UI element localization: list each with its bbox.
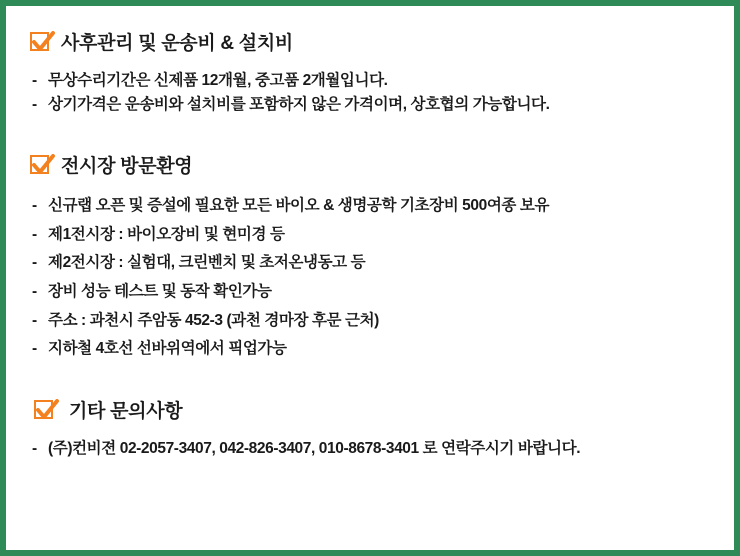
bullet-dash: - — [32, 96, 37, 114]
list-item-text: 지하철 4호선 선바위역에서 픽업가능 — [48, 340, 287, 358]
orange-checkbox-icon — [30, 32, 49, 51]
bullet-list — [24, 192, 716, 364]
list-item — [24, 307, 716, 336]
list-item — [24, 335, 716, 364]
section-title: 기타 문의사항 — [69, 401, 183, 423]
list-item-text: 상기가격은 운송비와 설치비를 포함하지 않은 가격이며, 상호협의 가능합니다. — [48, 96, 550, 114]
list-item-text: 신규랩 오픈 및 증설에 필요한 모든 바이오 & 생명공학 기초장비 500여종 보유 — [48, 197, 550, 215]
bullet-dash: - — [32, 225, 37, 243]
section-showroom — [24, 151, 716, 364]
bullet-dash: - — [32, 311, 37, 329]
section-heading — [30, 151, 716, 178]
section-title: 전시장 방문환영 — [61, 156, 193, 178]
list-item-text: (주)컨비젼 02-2057-3407, 042-826-3407, 010-8678-3401 로 연락주시기 바랍니다. — [48, 440, 581, 458]
bullet-dash: - — [32, 440, 37, 458]
list-item — [24, 278, 716, 307]
list-item — [24, 221, 716, 250]
list-item-text: 제2전시장 : 실험대, 크린벤치 및 초저온냉동고 등 — [48, 254, 366, 272]
section-after-sales — [24, 28, 716, 117]
bullet-dash: - — [32, 197, 37, 215]
list-item-text: 제1전시장 : 바이오장비 및 현미경 등 — [48, 225, 285, 243]
section-title: 사후관리 및 운송비 & 설치비 — [61, 33, 293, 54]
list-item — [24, 437, 716, 461]
list-item-text: 무상수리기간은 신제품 12개월, 중고품 2개월입니다. — [48, 72, 388, 89]
list-item-text: 장비 성능 테스트 및 동작 확인가능 — [48, 283, 272, 301]
section-heading — [30, 28, 716, 55]
bullet-dash: - — [32, 254, 37, 272]
bullet-list — [24, 437, 716, 461]
orange-checkbox-icon — [30, 155, 49, 174]
bullet-dash: - — [32, 72, 37, 89]
section-heading — [34, 396, 716, 423]
list-item — [24, 69, 716, 93]
section-inquiries — [24, 396, 716, 461]
bullet-dash: - — [32, 283, 37, 301]
bullet-dash: - — [32, 340, 37, 358]
orange-checkbox-icon — [34, 400, 53, 419]
list-item — [24, 192, 716, 221]
list-item-text: 주소 : 과천시 주암동 452-3 (과천 경마장 후문 근처) — [48, 311, 379, 329]
bullet-list — [24, 69, 716, 117]
list-item — [24, 93, 716, 117]
list-item — [24, 249, 716, 278]
